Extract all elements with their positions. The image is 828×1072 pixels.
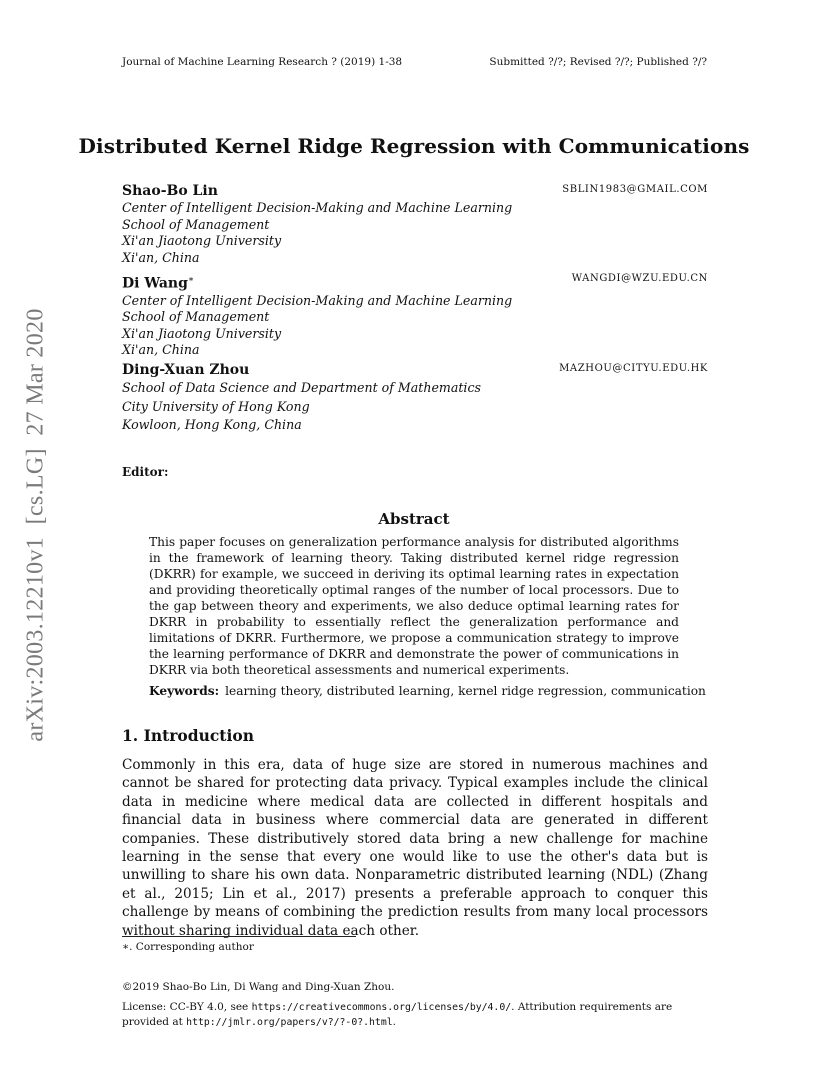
abstract-text: This paper focuses on generalization performance analysis for distributed algorithms in the framework of learning theory. Taking distributed kernel ridge regression (DKRR) for example, we succeed in deriving its optimal learning rates in expectation and providing theoretically optimal ranges of the number of local processors. Due to the gap between theory and experiments, we also deduce optimal learning rates for DKRR in probability to essentially reflect the generalization performance and limitations of DKRR. Furthermore, we propose a communication strategy to improve the learning performance of DKRR and demonstrate the power of communications in DKRR via both theoretical assessments and numerical experiments.	[149, 535, 679, 677]
affiliation-line: Kowloon, Hong Kong, China	[122, 417, 302, 432]
editor-label: Editor:	[122, 465, 169, 479]
license-prefix: License: CC-BY 4.0, see	[122, 1001, 252, 1013]
running-header-submission: Submitted ?/?; Revised ?/?; Published ?/?	[489, 56, 707, 68]
section-title: 1. Introduction	[122, 726, 254, 745]
running-header-journal: Journal of Machine Learning Research ? (2019) 1-38	[122, 56, 403, 68]
paper-url[interactable]: http://jmlr.org/papers/v?/?-0?.html	[186, 1017, 393, 1028]
keywords-text: learning theory, distributed learning, kernel ridge regression, communication	[225, 684, 706, 698]
affiliation-line: Xi'an Jiaotong University	[122, 325, 282, 341]
affiliation-line: School of Management	[122, 309, 270, 325]
author-name: Ding-Xuan Zhou	[122, 362, 250, 378]
affiliation-line: Xi'an Jiaotong University	[122, 233, 282, 248]
license-url[interactable]: https://creativecommons.org/licenses/by/4.0/	[251, 1002, 512, 1013]
copyright-line: ©2019 Shao-Bo Lin, Di Wang and Ding-Xuan Zhou.	[122, 981, 395, 993]
abstract-body	[149, 534, 679, 678]
abstract-heading: Abstract	[378, 510, 450, 528]
affiliation-line: School of Management	[122, 216, 270, 232]
author-block	[122, 182, 708, 266]
author-block	[122, 271, 708, 359]
footnote: ∗. Corresponding author	[122, 941, 254, 953]
author-email: WANGDI@WZU.EDU.CN	[571, 273, 708, 284]
footnote-rule	[122, 936, 356, 937]
affiliation-line: Xi'an, China	[122, 249, 200, 265]
author-email: SBLIN1983@GMAIL.COM	[562, 184, 708, 195]
affiliation-line: School of Data Science and Department of Mathematics	[122, 380, 481, 395]
author-name: Shao-Bo Lin	[122, 183, 218, 199]
affiliation-line: Center of Intelligent Decision-Making and Machine Learning	[122, 200, 513, 215]
keywords-line	[149, 684, 706, 698]
intro-paragraph: Commonly in this era, data of huge size are stored in numerous machines and cannot be shared for protecting data privacy. Typical examples include the clinical data in medicine where medical data are collected in different hospitals and financial data in business where commercial data are generated in different companies. These distributively stored data bring a new challenge for machine learning in the sense that every one would like to use the other's data but is unwilling to share his own data. Nonparametric distributed learning (NDL) (Zhang et al., 2015; Lin et al., 2017) presents a preferable approach to conquer this challenge by means of combining the prediction results from many local processors without sharing individual data each other.	[122, 757, 708, 939]
author-name: Di Wang	[122, 275, 188, 292]
license-note	[122, 1000, 712, 1030]
section-body	[122, 756, 708, 940]
corresponding-mark: ∗	[187, 275, 195, 285]
affiliation-line: Xi'an, China	[122, 342, 200, 358]
affiliation-line: City University of Hong Kong	[122, 398, 310, 414]
author-block	[122, 361, 708, 435]
keywords-label: Keywords:	[149, 684, 220, 698]
license-middle: . Attribution requirements are provided at	[122, 1001, 673, 1028]
affiliation-line: Center of Intelligent Decision-Making and Machine Learning	[122, 292, 513, 308]
paper-title: Distributed Kernel Ridge Regression with Communications	[78, 134, 750, 158]
author-email: MAZHOU@CITYU.EDU.HK	[559, 363, 708, 374]
license-suffix: .	[392, 1016, 396, 1028]
arxiv-stamp: arXiv:2003.12210v1 [cs.LG] 27 Mar 2020	[22, 308, 49, 742]
